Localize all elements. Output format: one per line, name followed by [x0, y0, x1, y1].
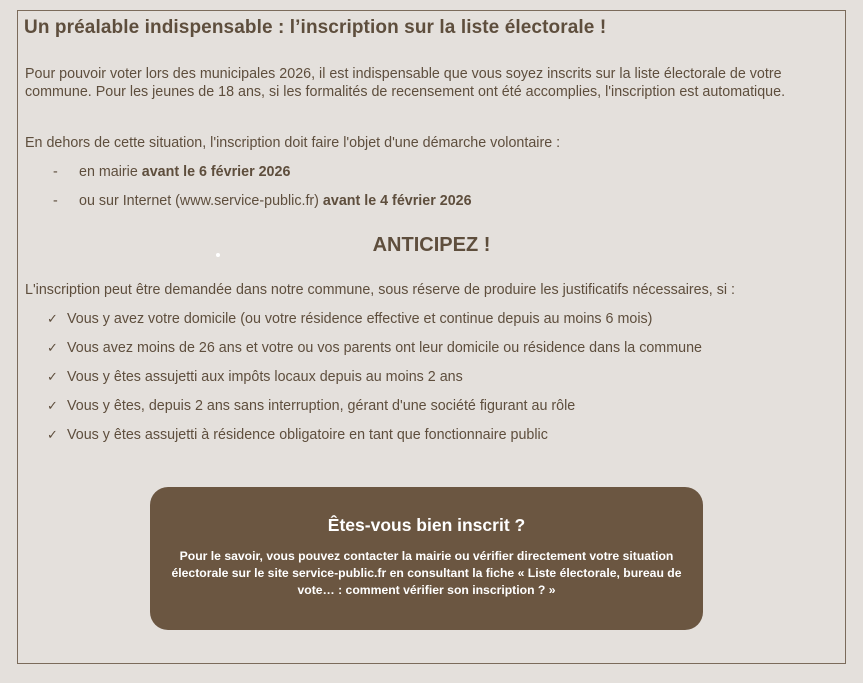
condition-item	[47, 367, 702, 396]
check-icon: ✓	[47, 428, 58, 443]
conditions-list	[47, 309, 702, 454]
page-title: Un préalable indispensable : l’inscription sur la liste électorale !	[24, 17, 607, 38]
registration-check-callout	[150, 487, 703, 630]
option-mairie-text: en mairie	[79, 164, 142, 180]
condition-item	[47, 425, 702, 454]
condition-text: Vous y êtes, depuis 2 ans sans interruption, gérant d'une société figurant au rôle	[67, 398, 576, 414]
condition-item	[47, 338, 702, 367]
condition-text: Vous y êtes assujetti aux impôts locaux depuis au moins 2 ans	[67, 369, 463, 385]
dash-bullet: -	[53, 164, 58, 180]
condition-item	[47, 309, 702, 338]
callout-title: Êtes-vous bien inscrit ?	[327, 515, 526, 535]
check-icon: ✓	[47, 399, 58, 414]
check-icon: ✓	[47, 370, 58, 385]
option-mairie-deadline: avant le 6 février 2026	[141, 164, 291, 180]
voluntary-step-paragraph: En dehors de cette situation, l'inscription doit faire l'objet d'une démarche volontaire :	[25, 135, 561, 151]
condition-text: Vous y êtes assujetti à résidence obligatoire en tant que fonctionnaire public	[67, 427, 548, 443]
anticipate-heading: ANTICIPEZ !	[372, 234, 491, 256]
option-internet	[53, 193, 472, 209]
check-icon: ✓	[47, 312, 58, 327]
condition-item	[47, 396, 702, 425]
option-mairie	[53, 164, 290, 180]
option-internet-deadline: avant le 4 février 2026	[322, 193, 472, 209]
intro-paragraph: Pour pouvoir voter lors des municipales 2026, il est indispensable que vous soyez inscrits sur la liste électorale de votre commune. Pour les jeunes de 18 ans, si les formalités de recensement ont été accomplies, l'inscription est automatique.	[25, 66, 786, 100]
dash-bullet: -	[53, 193, 58, 209]
check-icon: ✓	[47, 341, 58, 356]
callout-text: Pour le savoir, vous pouvez contacter la mairie ou vérifier directement votre situation électorale sur le site service-public.fr en consultant la fiche « Liste électorale, bureau de vote… : comment vérifier son inscription ? »	[171, 549, 682, 597]
condition-text: Vous y avez votre domicile (ou votre résidence effective et continue depuis au moins 6 mois)	[67, 311, 653, 327]
conditions-intro: L'inscription peut être demandée dans notre commune, sous réserve de produire les justificatifs nécessaires, si :	[25, 282, 735, 298]
option-internet-text: ou sur Internet (www.service-public.fr)	[79, 193, 323, 209]
condition-text: Vous avez moins de 26 ans et votre ou vos parents ont leur domicile ou résidence dans la commune	[67, 340, 702, 356]
